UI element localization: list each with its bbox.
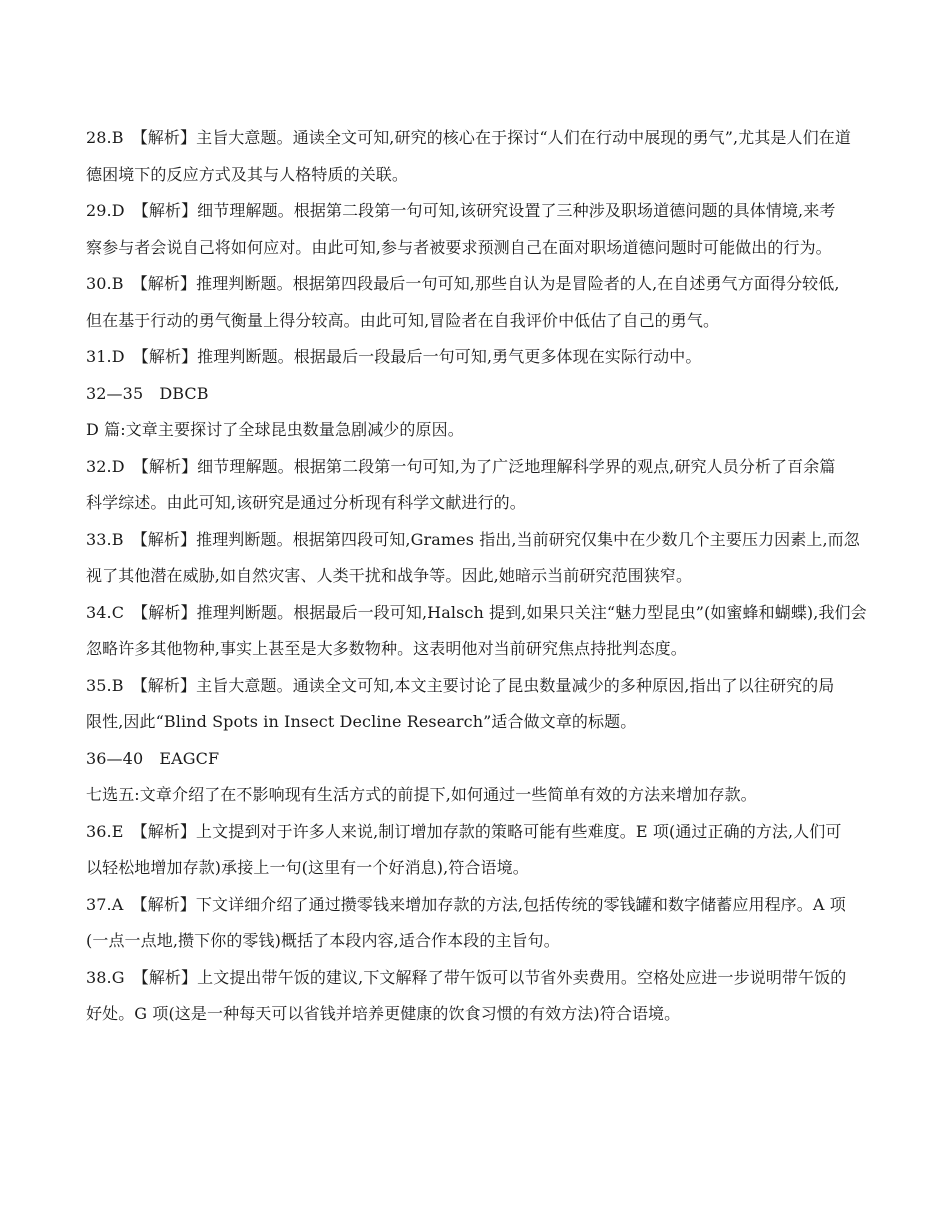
text-line-15: 忽略许多其他物种,事实上甚至是大多数物种。这表明他对当前研究焦点持批判态度。 [86,639,687,658]
text-line-5: 30.B 【解析】推理判断题。根据第四段最后一句可知,那些自认为是冒险者的人,在自述勇气方面得分较低, [86,274,840,293]
text-line-17: 限性,因此“Blind Spots in Insect Decline Research”适合做文章的标题。 [86,712,637,731]
text-line-22: 37.A 【解析】下文详细介绍了通过攒零钱来增加存款的方法,包括传统的零钱罐和数字储蓄应用程序。A 项 [86,894,846,914]
text-line-10: 32.D 【解析】细节理解题。根据第二段第一句可知,为了广泛地理解科学界的观点,研究人员分析了百余篇 [86,456,836,476]
text-line-6: 但在基于行动的勇气衡量上得分较高。由此可知,冒险者在自我评价中低估了自己的勇气。 [86,310,720,330]
text-line-12: 33.B 【解析】推理判断题。根据第四段可知,Grames 指出,当前研究仅集中在少数几个主要压力因素上,而忽 [86,529,860,549]
answer-explanations [86,120,871,1033]
text-line-20: 36.E 【解析】上文提到对于许多人来说,制订增加存款的策略可能有些难度。E 项(通过正确的方法,人们可 [86,821,842,841]
text-line-16: 35.B 【解析】主旨大意题。通读全文可知,本文主要讨论了昆虫数量减少的多种原因,指出了以往研究的局 [86,675,835,695]
text-line-7: 31.D 【解析】推理判断题。根据最后一段最后一句可知,勇气更多体现在实际行动中。 [86,347,702,366]
text-line-11: 科学综述。由此可知,该研究是通过分析现有科学文献进行的。 [86,493,526,512]
text-line-24: 38.G 【解析】上文提出带午饭的建议,下文解释了带午饭可以节省外卖费用。空格处应进一步说明带午饭的 [86,967,847,987]
text-line-1: 28.B 【解析】主旨大意题。通读全文可知,研究的核心在于探讨“人们在行动中展现的勇气”,尤其是人们在道 [86,128,851,147]
passage-d-summary: D 篇:文章主要探讨了全球昆虫数量急剧减少的原因。 [86,420,464,439]
text-line-23: (一点一点地,攒下你的零钱)概括了本段内容,适合作本段的主旨句。 [86,931,560,950]
answer-key-32-35: 32—35 DBCB [86,383,209,403]
seven-choose-five-summary: 七选五:文章介绍了在不影响现有生活方式的前提下,如何通过一些简单有效的方法来增加存款。 [86,785,757,804]
text-line-13: 视了其他潜在威胁,如自然灾害、人类干扰和战争等。因此,她暗示当前研究范围狭窄。 [86,566,693,585]
text-line-14: 34.C 【解析】推理判断题。根据最后一段可知,Halsch 提到,如果只关注“魅力型昆虫”(如蜜蜂和蝴蝶),我们会 [86,602,867,622]
answer-key-36-40: 36—40 EAGCF [86,748,220,768]
text-line-4: 察参与者会说自己将如何应对。由此可知,参与者被要求预测自己在面对职场道德问题时可能做出的行为。 [86,237,832,257]
text-line-25: 好处。G 项(这是一种每天可以省钱并培养更健康的饮食习惯的有效方法)符合语境。 [86,1004,681,1023]
text-line-2: 德困境下的反应方式及其与人格特质的关联。 [86,164,409,184]
text-line-21: 以轻松地增加存款)承接上一句(这里有一个好消息),符合语境。 [86,858,529,877]
text-line-3: 29.D 【解析】细节理解题。根据第二段第一句可知,该研究设置了三种涉及职场道德问题的具体情境,来考 [86,201,836,220]
